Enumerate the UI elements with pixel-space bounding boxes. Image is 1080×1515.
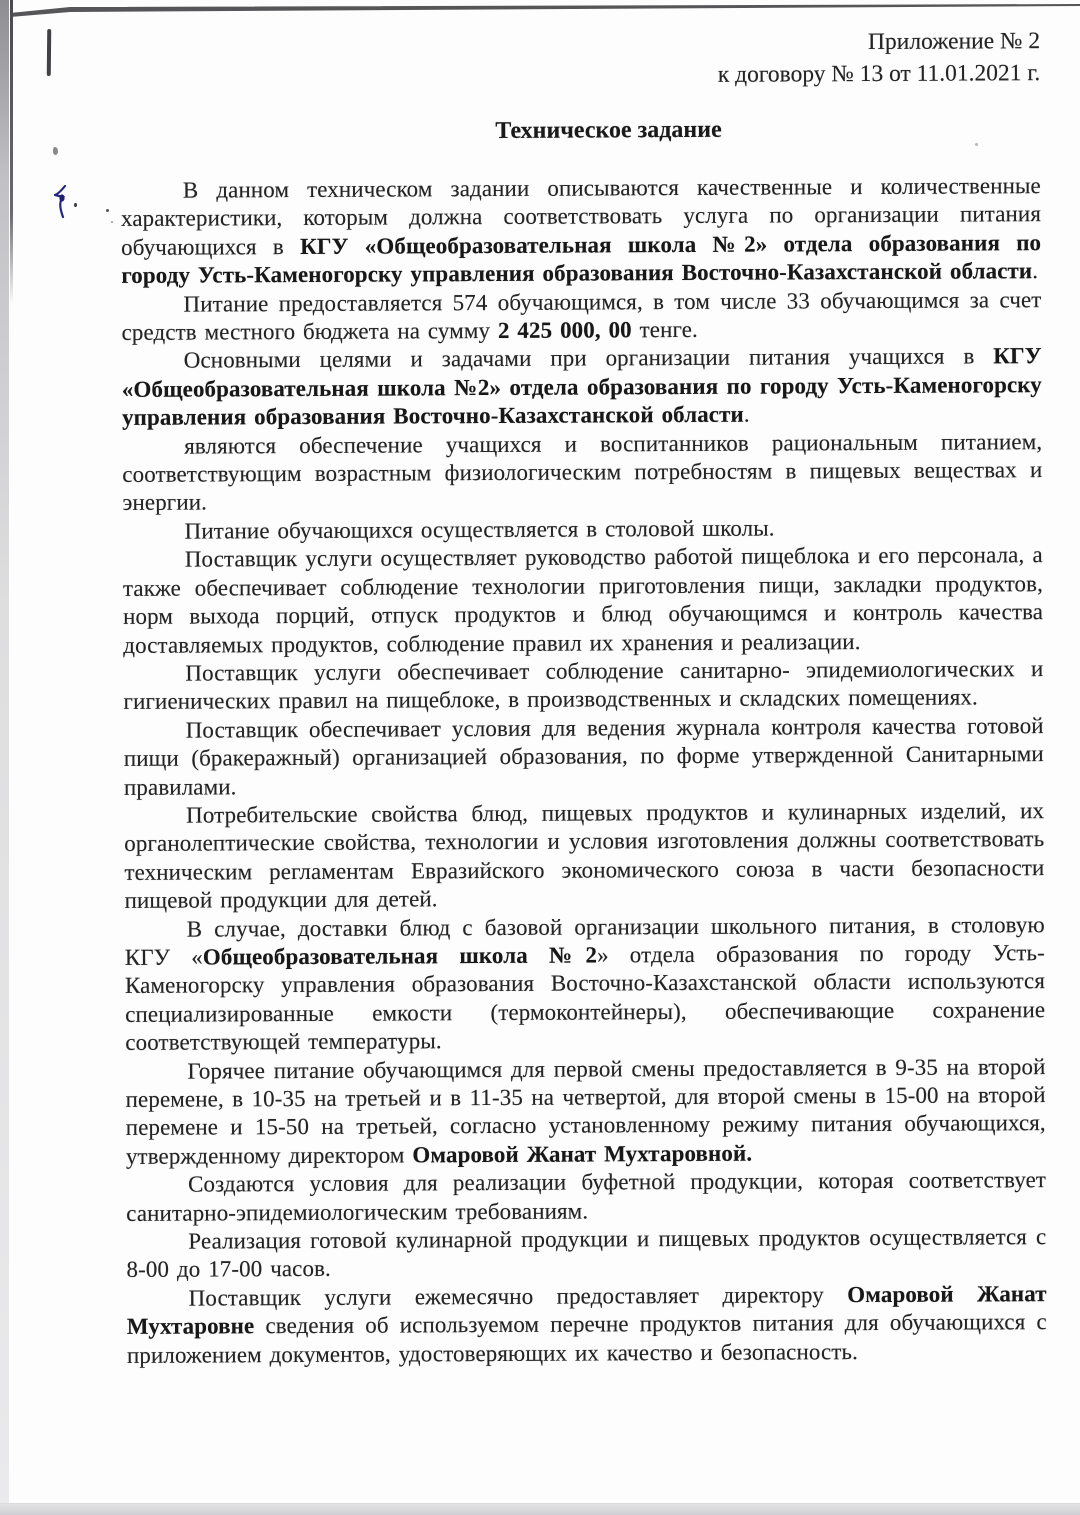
pen-mark-vertical [47, 29, 51, 76]
document-body [121, 172, 1047, 1370]
ink-speck [74, 203, 77, 207]
scan-edge-left-line [10, 0, 13, 305]
text-run: тенге. [631, 316, 698, 343]
document-content [120, 25, 1047, 1370]
text-run: . [743, 401, 750, 427]
scan-edge-bottom [0, 1503, 1080, 1515]
text-run: Поставщик услуги осуществляет руководство работой пищеблока и его персонала, а также обеспечивает соблюдение технологии приготовления пищи, закладки продуктов, норм выхода порций, отпуск продуктов и блюд обучающимся и контроль качества доставляемых продуктов, соблюдение правил их хранения и реализации. [122, 542, 1044, 658]
paper-edge-line-icon [10, 4, 1080, 20]
text-run: Потребительские свойства блюд, пищевых продуктов и кулинарных изделий, их органолептические свойства, технологии и условия изготовления должны соответствовать техническим регламентам Евразийского экономического союза в части безопасности пищевой продукции для детей. [124, 798, 1045, 914]
text-run: сведения об используемом перечне продуктов питания для обучающихся с приложением документов, удостоверяющих их качество и безопасность. [126, 1309, 1047, 1368]
text-run: Поставщик обеспечивает условия для ведения журнала контроля качества готовой пищи (бракеражный) организацией образования, по форме утвержденной Санитарными правилами. [123, 712, 1044, 800]
paragraph [121, 286, 1041, 348]
ink-squiggle-icon [54, 185, 70, 221]
text-run: » отдела образования по городу Усть-Каменогорску управления образования Восточно-Казахстанской области используются специализированные емкости (термоконтейнеры), обеспечивающие сохранение соответствующей температуры. [124, 940, 1046, 1056]
text-run: Поставщик услуги обеспечивает соблюдение санитарно- эпидемиологических и гигиенических правил на пищеблоке, в производственных и складских помещениях. [123, 656, 1044, 715]
scan-edge-left [0, 0, 9, 1515]
paragraph [122, 428, 1042, 518]
contract-reference: к договору № 13 от 11.01.2021 г. [717, 60, 1041, 88]
paragraph [124, 797, 1045, 915]
paragraph [121, 172, 1042, 290]
paragraph [125, 1053, 1046, 1171]
document-header [120, 25, 1040, 94]
text-run: Поставщик услуги ежемесячно предоставляет директору [188, 1281, 848, 1311]
text-run: В данном техническом задании описываются качественные и количественные характеристики, которым должна соответствовать услуга по организации питания обучающихся в [120, 173, 1042, 260]
text-run: Омаровой Жанат Мухтаровне [126, 1280, 1047, 1340]
text-run: являются обеспечение учащихся и воспитанников рациональным питанием, соответствующим возрастным физиологическим потребностям в пищевых веществах и энергии. [122, 428, 1043, 516]
text-run: Горячее питание обучающимся для первой смены предоставляется в 9-35 на второй перемене, в 10-35 на третьей и в 11-35 на четвертой, для второй смены в 15-00 на второй перемене и 15-50 на третьей, согласно установленному режиму питания обучающихся, утвержденному директором [125, 1053, 1046, 1169]
text-run: Общеобразовательная школа №2 [202, 942, 598, 970]
text-run: 2 425 000, 00 [497, 317, 632, 343]
ink-mark-blue [54, 185, 70, 221]
paragraph [123, 541, 1044, 659]
ink-speck [53, 147, 58, 155]
text-run: Питание предоставляется 574 обучающимся, в том числе 33 обучающимся за счет средств местного бюджета на сумму [121, 286, 1042, 345]
paragraph [125, 911, 1046, 1058]
text-run: КГУ «Общеобразовательная школа №2» отдела образования по городу Усть-Каменогорску управления образования Восточно-Казахстанской области [121, 343, 1042, 431]
ink-speck [111, 221, 113, 223]
text-run: Основными целями и задачами при организации питания учащихся в [183, 343, 994, 374]
paragraph [126, 1223, 1046, 1285]
scan-edge-top [10, 4, 1080, 20]
text-run: Реализация готовой кулинарной продукции и пищевых продуктов осуществляется с 8-00 до 17-00 часов. [126, 1224, 1047, 1283]
text-run: . [1032, 258, 1039, 284]
text-run: В случае, доставки блюд с базовой организации школьного питания, в столовую КГУ « [124, 911, 1045, 970]
text-run: КГУ «Общеобразовательная школа №2» отдела образования по городу Усть-Каменогорску управления образования Восточно-Казахстанской области [121, 229, 1042, 289]
text-run: Омаровой Жанат Мухтаровной. [412, 1140, 753, 1168]
paragraph [124, 712, 1044, 802]
paragraph [122, 343, 1042, 433]
paragraph [123, 655, 1043, 717]
page-title: Техническое задание [495, 116, 722, 144]
text-run: Питание обучающихся осуществляется в столовой школы. [184, 515, 775, 544]
text-run: Создаются условия для реализации буфетной продукции, которая соответствует санитарно-эпидемиологическим требованиям. [126, 1167, 1047, 1226]
annex-number: Приложение № 2 [867, 28, 1041, 56]
ink-speck [106, 209, 109, 212]
paragraph [126, 1166, 1046, 1228]
paragraph [127, 1280, 1047, 1370]
